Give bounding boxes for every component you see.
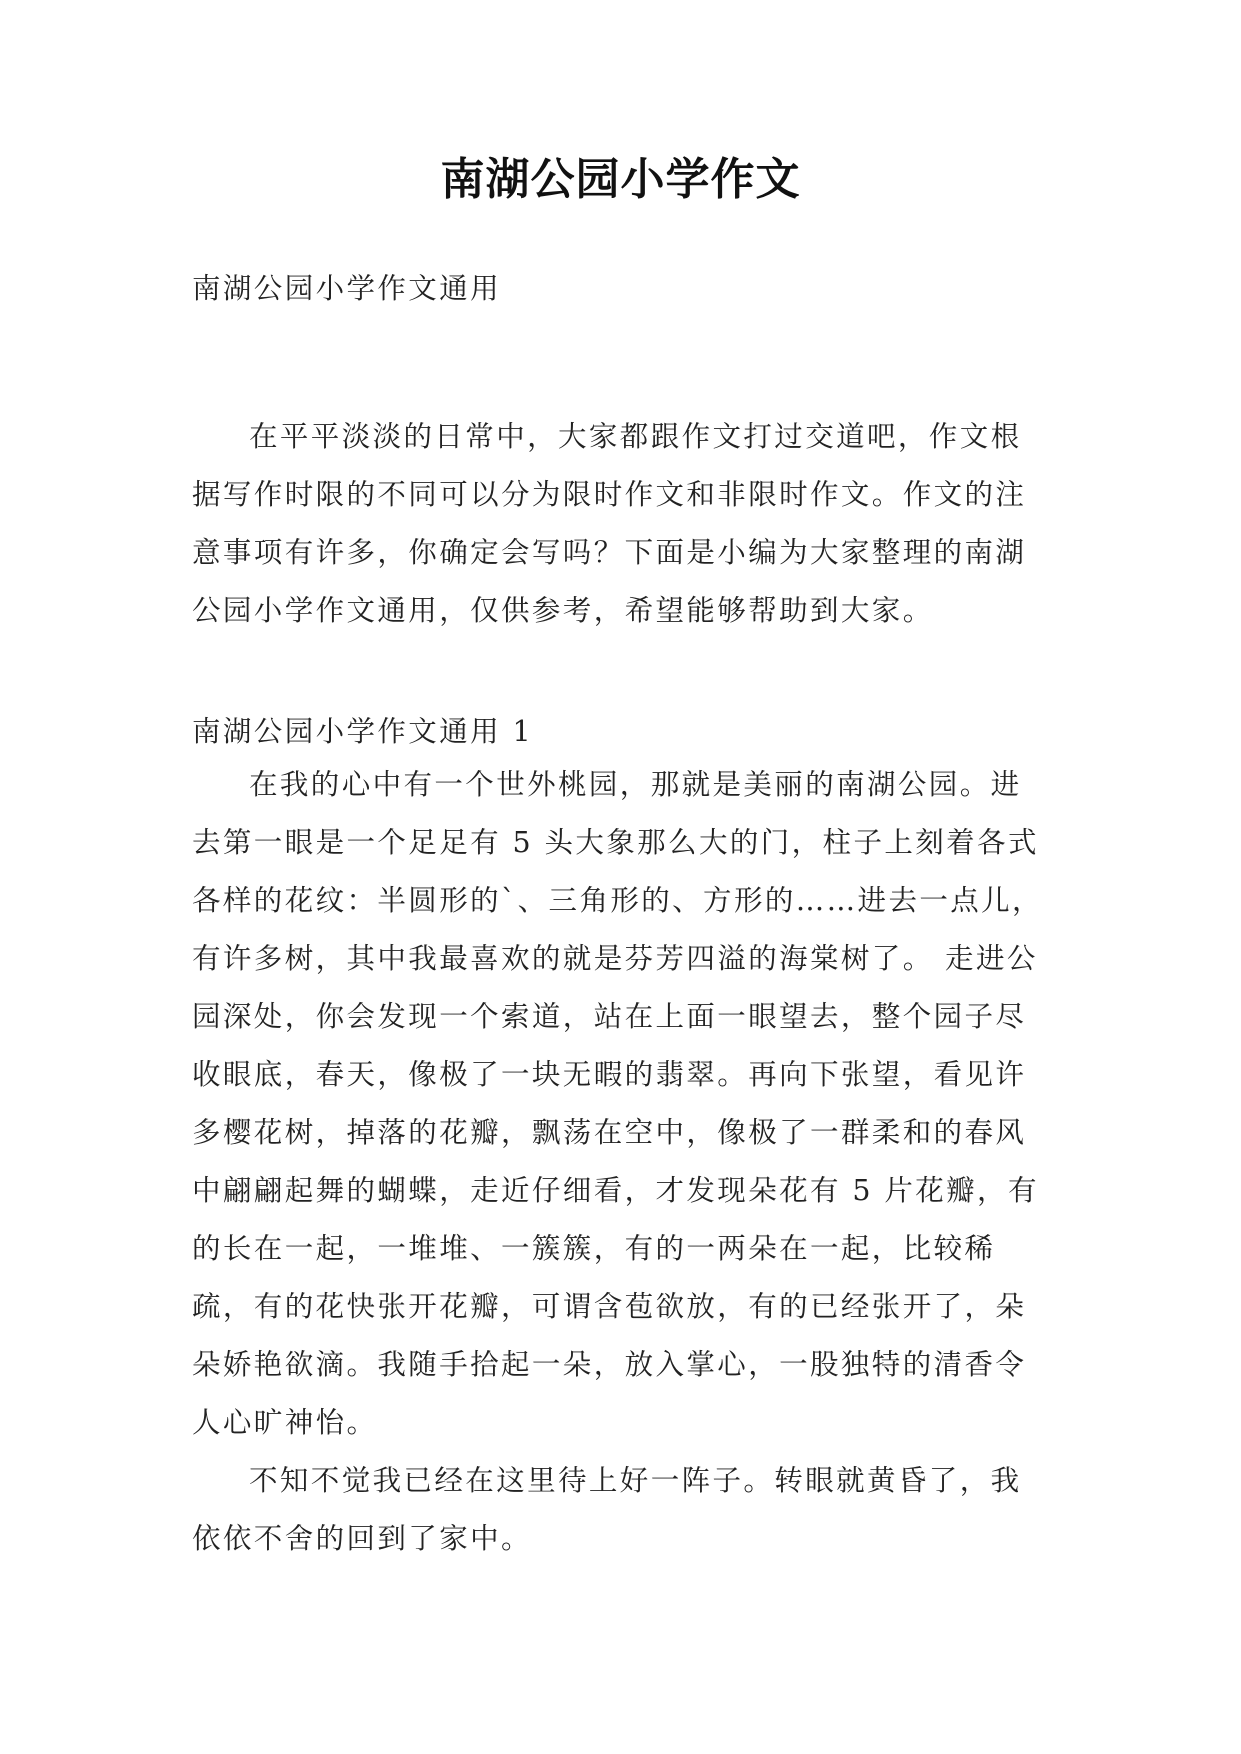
essay-body (192, 756, 1052, 1568)
document-subtitle: 南湖公园小学作文通用 (192, 272, 502, 305)
essay-paragraph: 不知不觉我已经在这里待上好一阵子。转眼就黄昏了，我依依不舍的回到了家中。 (192, 1464, 1022, 1555)
essay-paragraph: 在我的心中有一个世外桃园，那就是美丽的南湖公园。进去第一眼是一个足足有 5 头大象那么大的门，柱子上刻着各式各样的花纹：半圆形的`、三角形的、方形的……进去一点儿，有许多树，其中我最喜欢的就是芬芳四溢的海棠树了。 走进公园深处，你会发现一个索道，站在上面一眼望去，整个园子尽收眼底，春天，像极了一块无暇的翡翠。再向下张望，看见许多樱花树，掉落的花瓣，飘荡在空中，像极了一群柔和的春风中翩翩起舞的蝴蝶，走近仔细看，才发现朵花有 5 片花瓣，有的长在一起，一堆堆、一簇簇，有的一两朵在一起，比较稀疏，有的花快张开花瓣，可谓含苞欲放，有的已经张开了，朵朵娇艳欲滴。我随手拾起一朵，放入掌心，一股独特的清香令人心旷神怡。 (192, 768, 1043, 1439)
section-heading: 南湖公园小学作文通用 1 (192, 715, 533, 748)
intro-paragraph: 在平平淡淡的日常中，大家都跟作文打过交道吧，作文根据写作时限的不同可以分为限时作文和非限时作文。作文的注意事项有许多，你确定会写吗？下面是小编为大家整理的南湖公园小学作文通用，仅供参考，希望能够帮助到大家。 (192, 420, 1027, 627)
document-title: 南湖公园小学作文 (440, 154, 801, 205)
